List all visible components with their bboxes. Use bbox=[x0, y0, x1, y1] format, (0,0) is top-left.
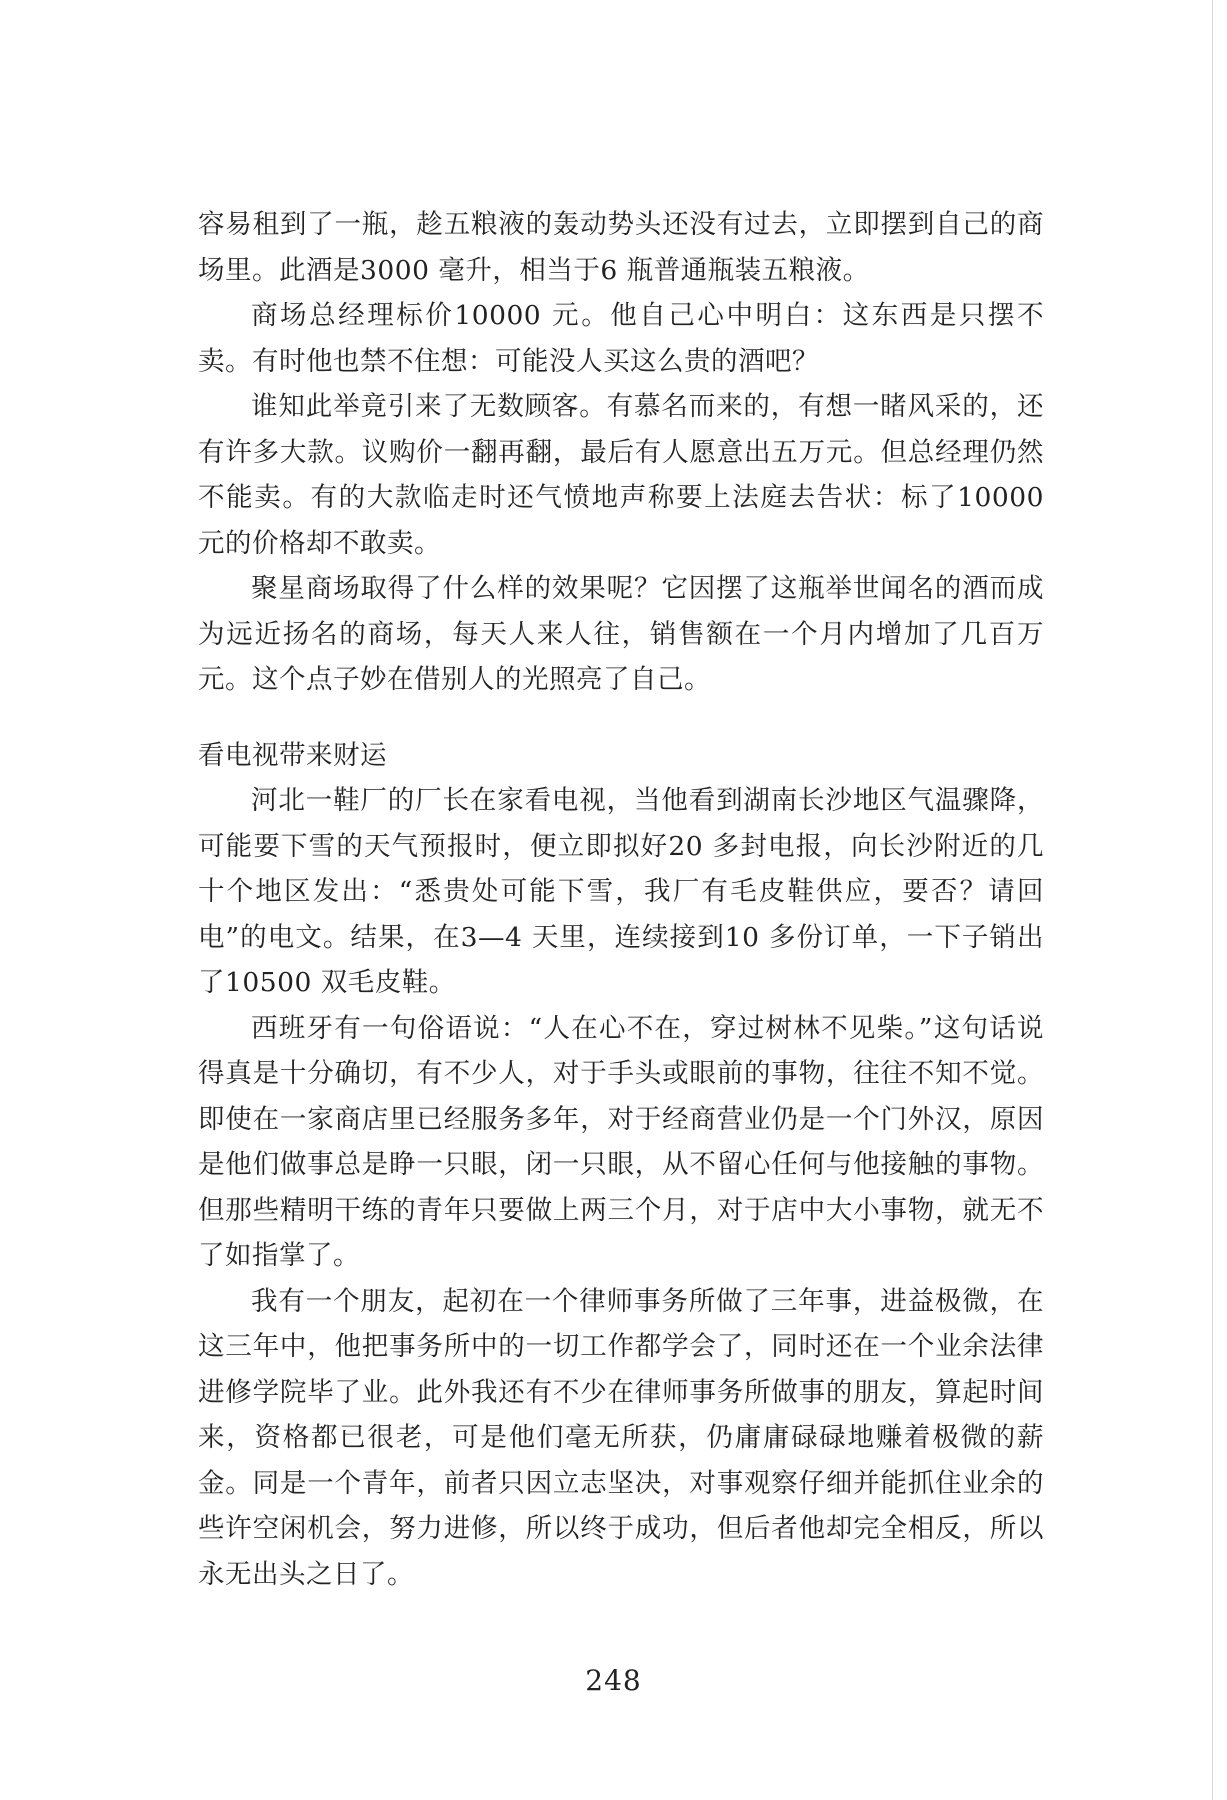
body-text bbox=[198, 202, 1044, 1597]
section-heading: 看电视带来财运 bbox=[198, 739, 387, 771]
paragraph-continuation: 容易租到了一瓶，趁五粮液的轰动势头还没有过去，立即摆到自己的商场里。此酒是3000 毫升，相当于6 瓶普通瓶装五粮液。 bbox=[198, 209, 1044, 286]
scan-edge-divider bbox=[1212, 0, 1213, 1800]
paragraph: 谁知此举竟引来了无数顾客。有慕名而来的，有想一睹风采的，还有许多大款。议购价一翻再翻，最后有人愿意出五万元。但总经理仍然不能卖。有的大款临走时还气愤地声称要上法庭去告状：标了10000 元的价格却不敢卖。 bbox=[198, 391, 1044, 559]
paragraph: 河北一鞋厂的厂长在家看电视，当他看到湖南长沙地区气温骤降，可能要下雪的天气预报时，便立即拟好20 多封电报，向长沙附近的几十个地区发出：“悉贵处可能下雪，我厂有毛皮鞋供应，要否？请回电”的电文。结果，在3—4 天里，连续接到10 多份订单，一下子销出了10500 双毛皮鞋。 bbox=[198, 785, 1044, 998]
paragraph: 我有一个朋友，起初在一个律师事务所做了三年事，进益极微，在这三年中，他把事务所中的一切工作都学会了，同时还在一个业余法律进修学院毕了业。此外我还有不少在律师事务所做事的朋友，算起时间来，资格都已很老，可是他们毫无所获，仍庸庸碌碌地赚着极微的薪金。同是一个青年，前者只因立志坚决，对事观察仔细并能抓住业余的些许空闲机会，努力进修，所以终于成功，但后者他却完全相反，所以永无出头之日了。 bbox=[198, 1285, 1044, 1590]
paragraph: 商场总经理标价10000 元。他自己心中明白：这东西是只摆不卖。有时他也禁不住想：可能没人买这么贵的酒吧？ bbox=[198, 300, 1044, 377]
paragraph: 聚星商场取得了什么样的效果呢？它因摆了这瓶举世闻名的酒而成为远近扬名的商场，每天人来人往，销售额在一个月内增加了几百万元。这个点子妙在借别人的光照亮了自己。 bbox=[198, 573, 1044, 695]
page-number: 248 bbox=[585, 1664, 642, 1697]
paragraph: 西班牙有一句俗语说：“人在心不在，穿过树林不见柴。”这句话说得真是十分确切，有不少人，对于手头或眼前的事物，往往不知不觉。即使在一家商店里已经服务多年，对于经商营业仍是一个门外汉，原因是他们做事总是睁一只眼，闭一只眼，从不留心任何与他接触的事物。但那些精明干练的青年只要做上两三个月，对于店中大小事物，就无不了如指掌了。 bbox=[198, 1012, 1044, 1271]
